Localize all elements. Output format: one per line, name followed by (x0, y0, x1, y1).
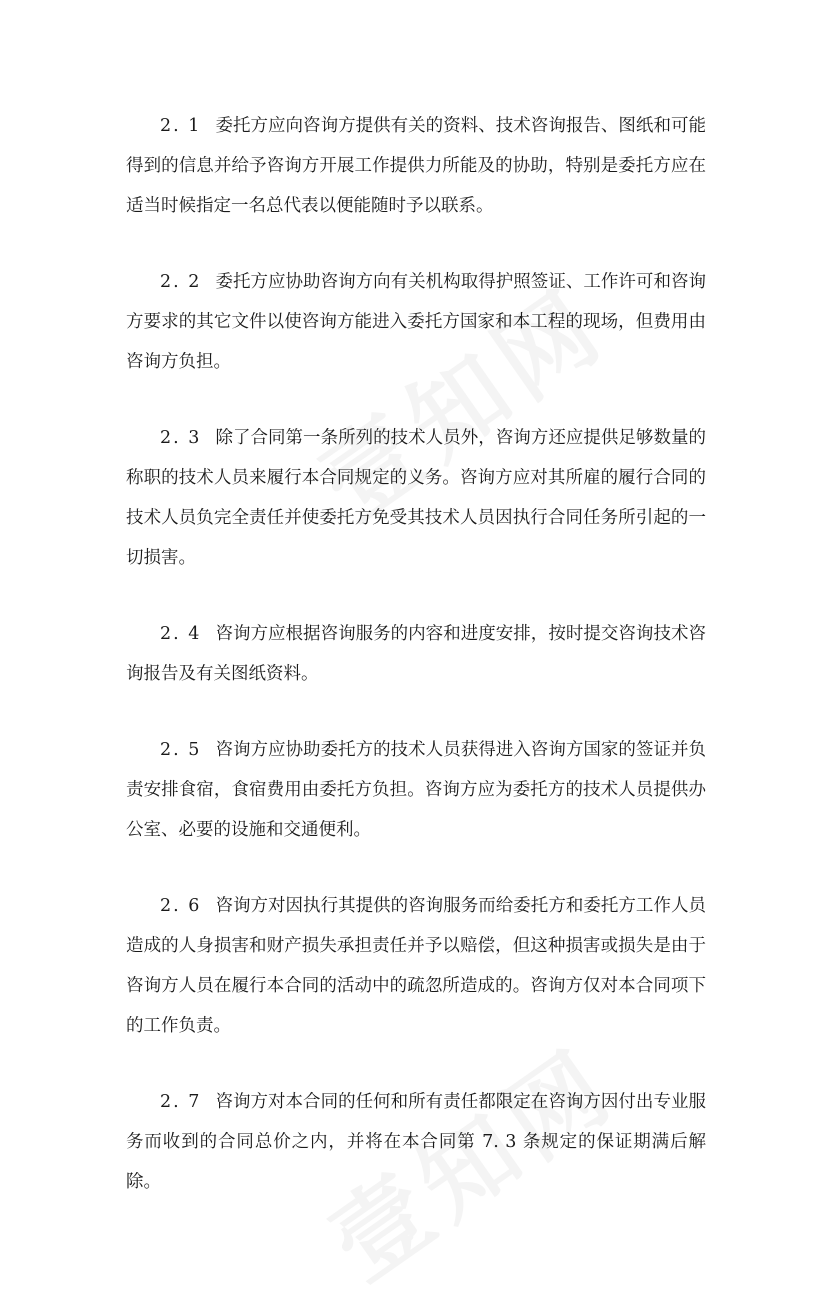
clause-2-5 (126, 730, 706, 850)
clause-number: 2. 2 (160, 272, 202, 292)
clause-text: 委托方应协助咨询方向有关机构取得护照签证、工作许可和咨询方要求的其它文件以使咨询方能进入委托方国家和本工程的现场，但费用由咨询方负担。 (126, 272, 706, 372)
clause-number: 2. 5 (160, 740, 202, 760)
clause-text: 咨询方对本合同的任何和所有责任都限定在咨询方因付出专业服务而收到的合同总价之内，并将在本合同第 7. 3 条规定的保证期满后解除。 (126, 1092, 706, 1192)
clause-number: 2. 4 (160, 624, 202, 644)
clause-2-7 (126, 1082, 706, 1202)
clause-2-6 (126, 886, 706, 1046)
clause-number: 2. 3 (160, 428, 202, 448)
clause-number: 2. 6 (160, 896, 202, 916)
clause-number: 2. 1 (160, 116, 202, 136)
clause-text: 咨询方应协助委托方的技术人员获得进入咨询方国家的签证并负责安排食宿，食宿费用由委托方负担。咨询方应为委托方的技术人员提供办公室、必要的设施和交通便利。 (126, 740, 706, 840)
document-body (126, 106, 706, 1238)
clause-text: 除了合同第一条所列的技术人员外，咨询方还应提供足够数量的称职的技术人员来履行本合同规定的义务。咨询方应对其所雇的履行合同的技术人员负完全责任并使委托方免受其技术人员因执行合同任务所引起的一切损害。 (126, 428, 706, 568)
clause-text: 咨询方应根据咨询服务的内容和进度安排，按时提交咨询技术咨询报告及有关图纸资料。 (126, 624, 706, 684)
clause-2-4 (126, 614, 706, 694)
clause-2-1 (126, 106, 706, 226)
clause-number: 2. 7 (160, 1092, 202, 1112)
clause-text: 咨询方对因执行其提供的咨询服务而给委托方和委托方工作人员造成的人身损害和财产损失承担责任并予以赔偿，但这种损害或损失是由于咨询方人员在履行本合同的活动中的疏忽所造成的。咨询方仅对本合同项下的工作负责。 (126, 896, 706, 1036)
clause-text: 委托方应向咨询方提供有关的资料、技术咨询报告、图纸和可能得到的信息并给予咨询方开展工作提供力所能及的协助，特别是委托方应在适当时候指定一名总代表以便能随时予以联系。 (126, 116, 706, 216)
clause-2-2 (126, 262, 706, 382)
clause-2-3 (126, 418, 706, 578)
